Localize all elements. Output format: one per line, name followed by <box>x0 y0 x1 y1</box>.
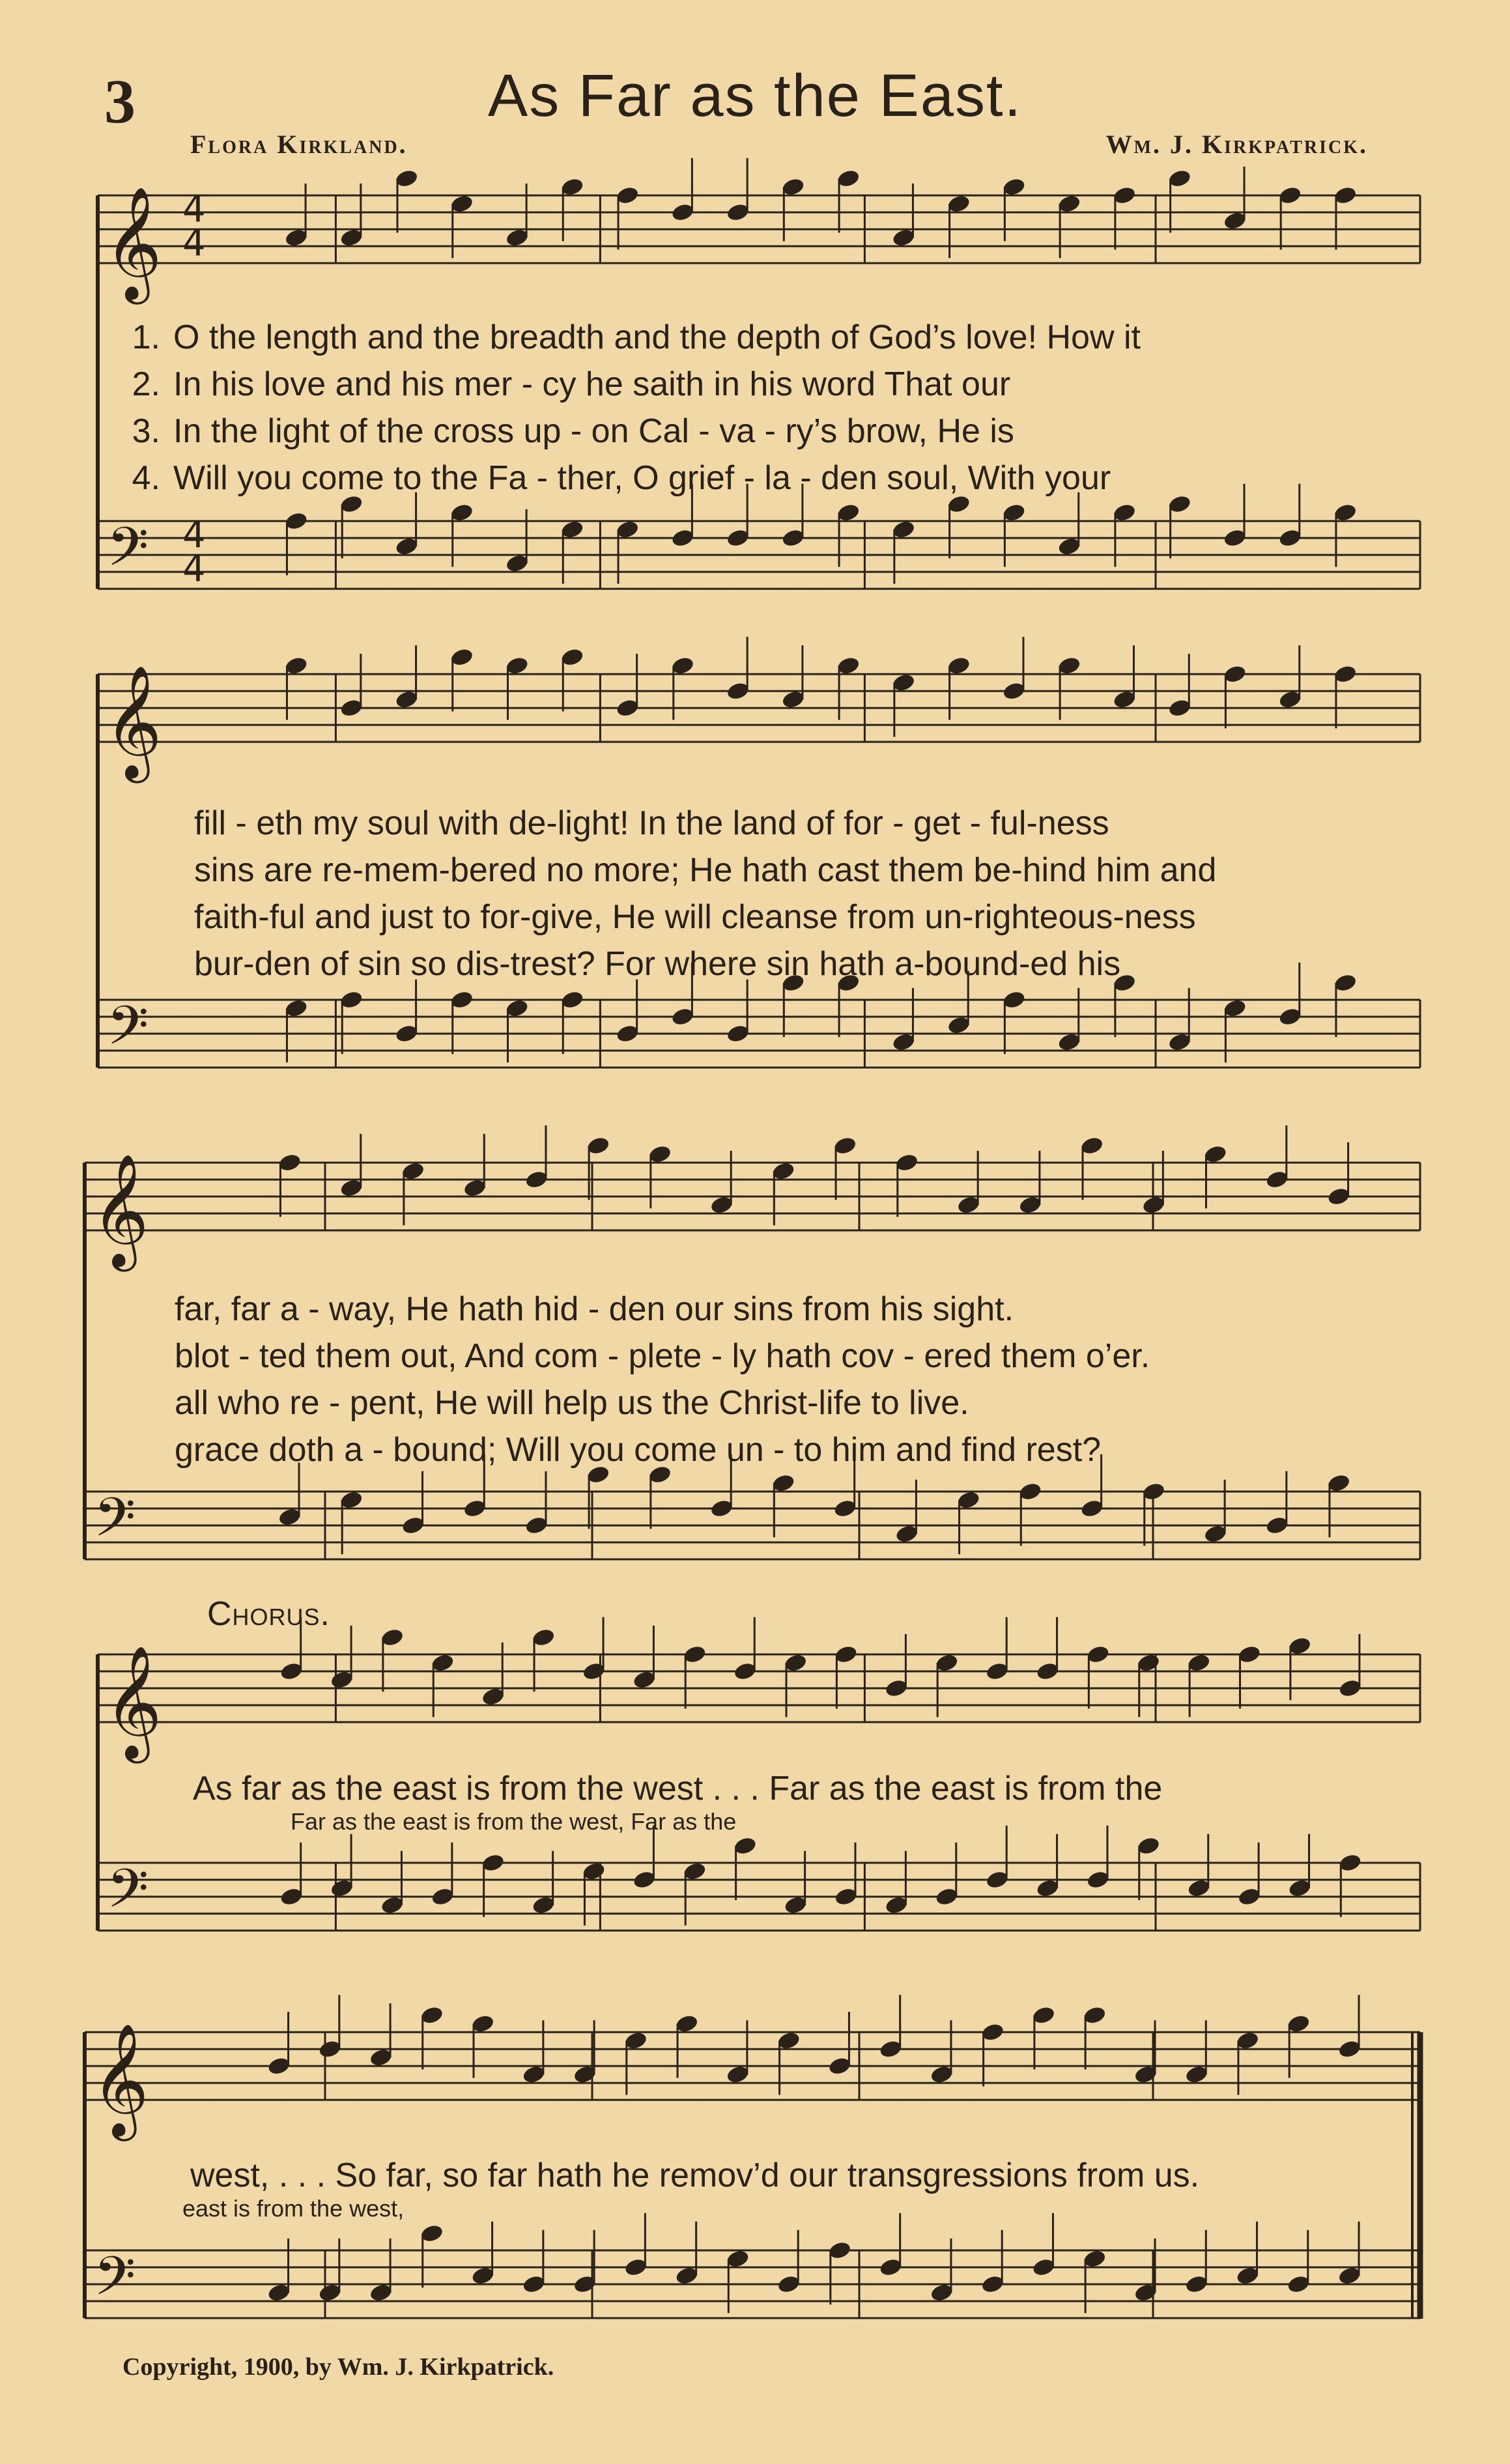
chorus-label: Chorus. <box>207 1595 331 1633</box>
time-signature-bottom: 4 <box>182 222 206 264</box>
author-music: Wm. J. Kirkpatrick. <box>1105 130 1368 159</box>
system3-verse1: far, far a - way, He hath hid - den our sins from his sight. <box>175 1290 1014 1328</box>
bass-clef-icon: 𝄢 <box>107 994 149 1070</box>
system1-verse1: 1. O the length and the breadth and the depth of God’s love! How it <box>132 319 1141 356</box>
chorus-bass-line2: east is from the west, <box>182 2195 405 2222</box>
system3-verse3: all who re - pent, He will help us the Christ-life to live. <box>175 1384 969 1422</box>
time-signature-top: 4 <box>182 188 206 231</box>
chorus-line2: west, . . . So far, so far hath he remov’d our transgressions from us. <box>190 2157 1200 2194</box>
system3-verse2: blot - ted them out, And com - plete - ly hath cov - ered them o’er. <box>175 1337 1150 1375</box>
treble-clef-icon: 𝄞 <box>91 2023 149 2136</box>
bass-clef-icon: 𝄢 <box>94 2245 136 2321</box>
system1-verse3: 3. In the light of the cross up - on Cal - va - ry’s brow, He is <box>132 412 1014 450</box>
bass-clef-icon: 𝄢 <box>107 515 149 591</box>
time-signature-bottom: 4 <box>182 548 206 590</box>
chorus-line1: As far as the east is from the west . . . Far as the east is from the <box>193 1770 1163 1807</box>
treble-clef-icon: 𝄞 <box>91 1154 149 1267</box>
time-signature-top: 4 <box>182 514 206 556</box>
hymn-number: 3 <box>104 66 135 136</box>
system3-verse4: grace doth a - bound; Will you come un - to him and find rest? <box>175 1431 1102 1469</box>
hymn-title: As Far as the East. <box>487 63 1023 129</box>
copyright: Copyright, 1900, by Wm. J. Kirkpatrick. <box>122 2353 554 2381</box>
system2-verse3: faith-ful and just to for-give, He will cleanse from un-righteous-ness <box>194 898 1196 936</box>
system1-verse2: 2. In his love and his mer - cy he saith in his word That our <box>132 365 1011 403</box>
system2-verse1: fill - eth my soul with de-light! In the land of for - get - ful-ness <box>194 804 1109 842</box>
bass-clef-icon: 𝄢 <box>94 1486 136 1562</box>
system2-verse4: bur-den of sin so dis-trest? For where sin hath a-bound-ed his <box>194 945 1121 983</box>
author-words: Flora Kirkland. <box>190 130 408 159</box>
treble-clef-icon: 𝄞 <box>104 665 162 778</box>
chorus-bass-line1: Far as the east is from the west, Far as the <box>291 1808 737 1835</box>
bass-clef-icon: 𝄢 <box>107 1857 149 1933</box>
treble-clef-icon: 𝄞 <box>104 186 162 300</box>
system1-verse4: 4. Will you come to the Fa - ther, O grief - la - den soul, With your <box>132 459 1111 497</box>
system2-verse2: sins are re-mem-bered no more; He hath cast them be-hind him and <box>194 851 1217 889</box>
treble-clef-icon: 𝄞 <box>104 1645 162 1759</box>
